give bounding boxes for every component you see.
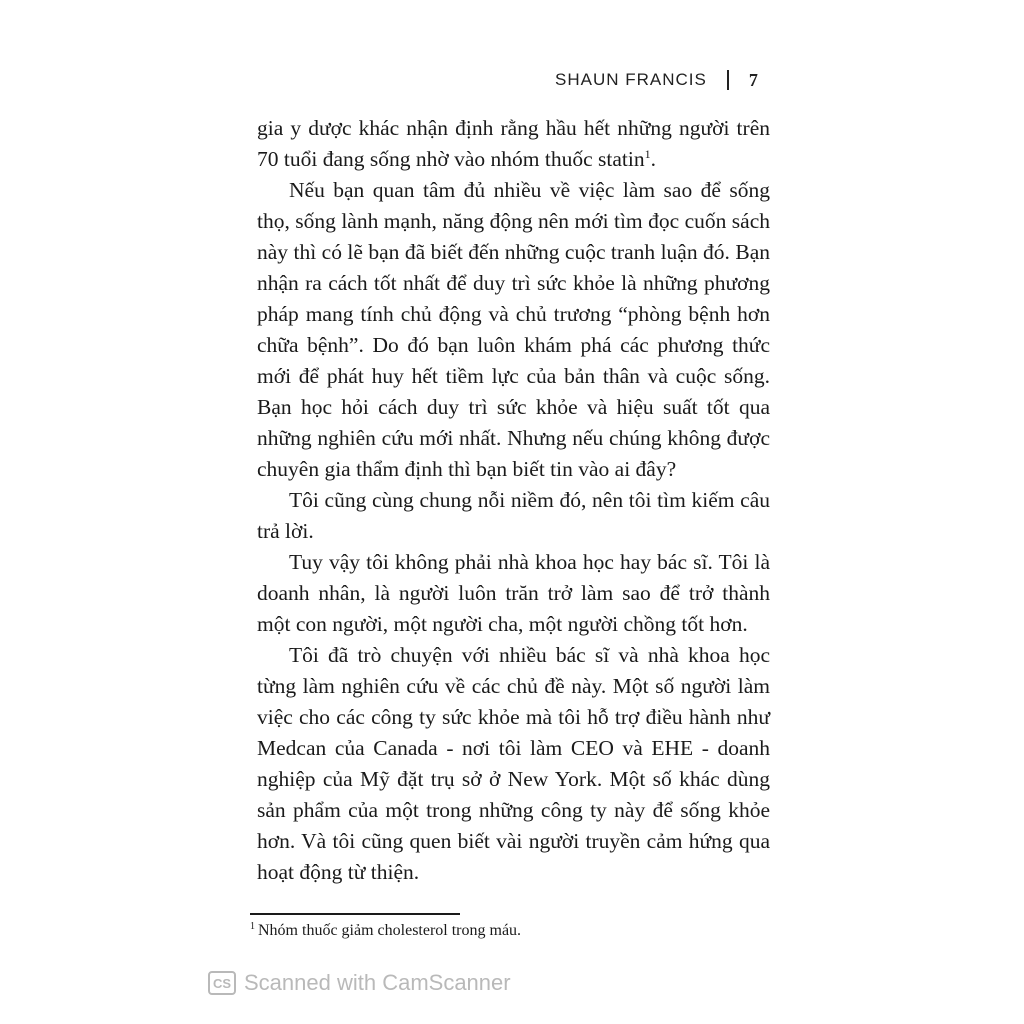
scanner-watermark: [208, 970, 511, 996]
footnote-divider: [250, 913, 460, 915]
footnote-marker: 1: [250, 920, 255, 932]
paragraph: Tôi đã trò chuyện với nhiều bác sĩ và nhà khoa học từng làm nghiên cứu về các chủ đề này. Một số người làm việc cho các công ty sức khỏe mà tôi hỗ trợ điều hành như Medcan của Canada - nơi tôi làm CEO và EHE - doanh nghiệp của Mỹ đặt trụ sở ở New York. Một số khác dùng sản phẩm của một trong những công ty này để sống khỏe hơn. Và tôi cũng quen biết vài người truyền cảm hứng qua hoạt động từ thiện.: [257, 643, 770, 884]
footnote-text: Nhóm thuốc giảm cholesterol trong máu.: [258, 922, 522, 939]
paragraph-tail: .: [650, 147, 656, 171]
paragraph: Nếu bạn quan tâm đủ nhiều về việc làm sao để sống thọ, sống lành mạnh, năng động nên mới tìm đọc cuốn sách này thì có lẽ bạn đã biết đến những cuộc tranh luận đó. Bạn nhận ra cách tốt nhất để duy trì sức khỏe là những phương pháp mang tính chủ động và chủ trương “phòng bệnh hơn chữa bệnh”. Do đó bạn luôn khám phá các phương thức mới để phát huy hết tiềm lực của bản thân và cuộc sống. Bạn học hỏi cách duy trì sức khỏe và hiệu suất tốt qua những nghiên cứu mới nhất. Nhưng nếu chúng không được chuyên gia thẩm định thì bạn biết tin vào ai đây?: [257, 178, 770, 481]
header-separator: [727, 70, 729, 90]
body-text: [257, 113, 770, 888]
header-author: SHAUN FRANCIS: [555, 70, 707, 89]
camscanner-logo-icon: CS: [208, 971, 236, 995]
paragraph-text: gia y dược khác nhận định rằng hầu hết những người trên 70 tuổi đang sống nhờ vào nhóm thuốc statin: [257, 116, 770, 171]
watermark-text: Scanned with CamScanner: [244, 970, 511, 995]
paragraph: Tuy vậy tôi không phải nhà khoa học hay bác sĩ. Tôi là doanh nhân, là người luôn trăn trở làm sao để trở thành một con người, một người cha, một người chồng tốt hơn.: [257, 550, 770, 636]
paragraph-continuation: [257, 113, 770, 175]
page-number: 7: [748, 69, 759, 90]
footnote-reference: 1: [644, 146, 651, 161]
running-header: [555, 66, 759, 94]
paragraph: Tôi cũng cùng chung nỗi niềm đó, nên tôi tìm kiếm câu trả lời.: [257, 488, 770, 543]
footnote: [250, 920, 521, 942]
